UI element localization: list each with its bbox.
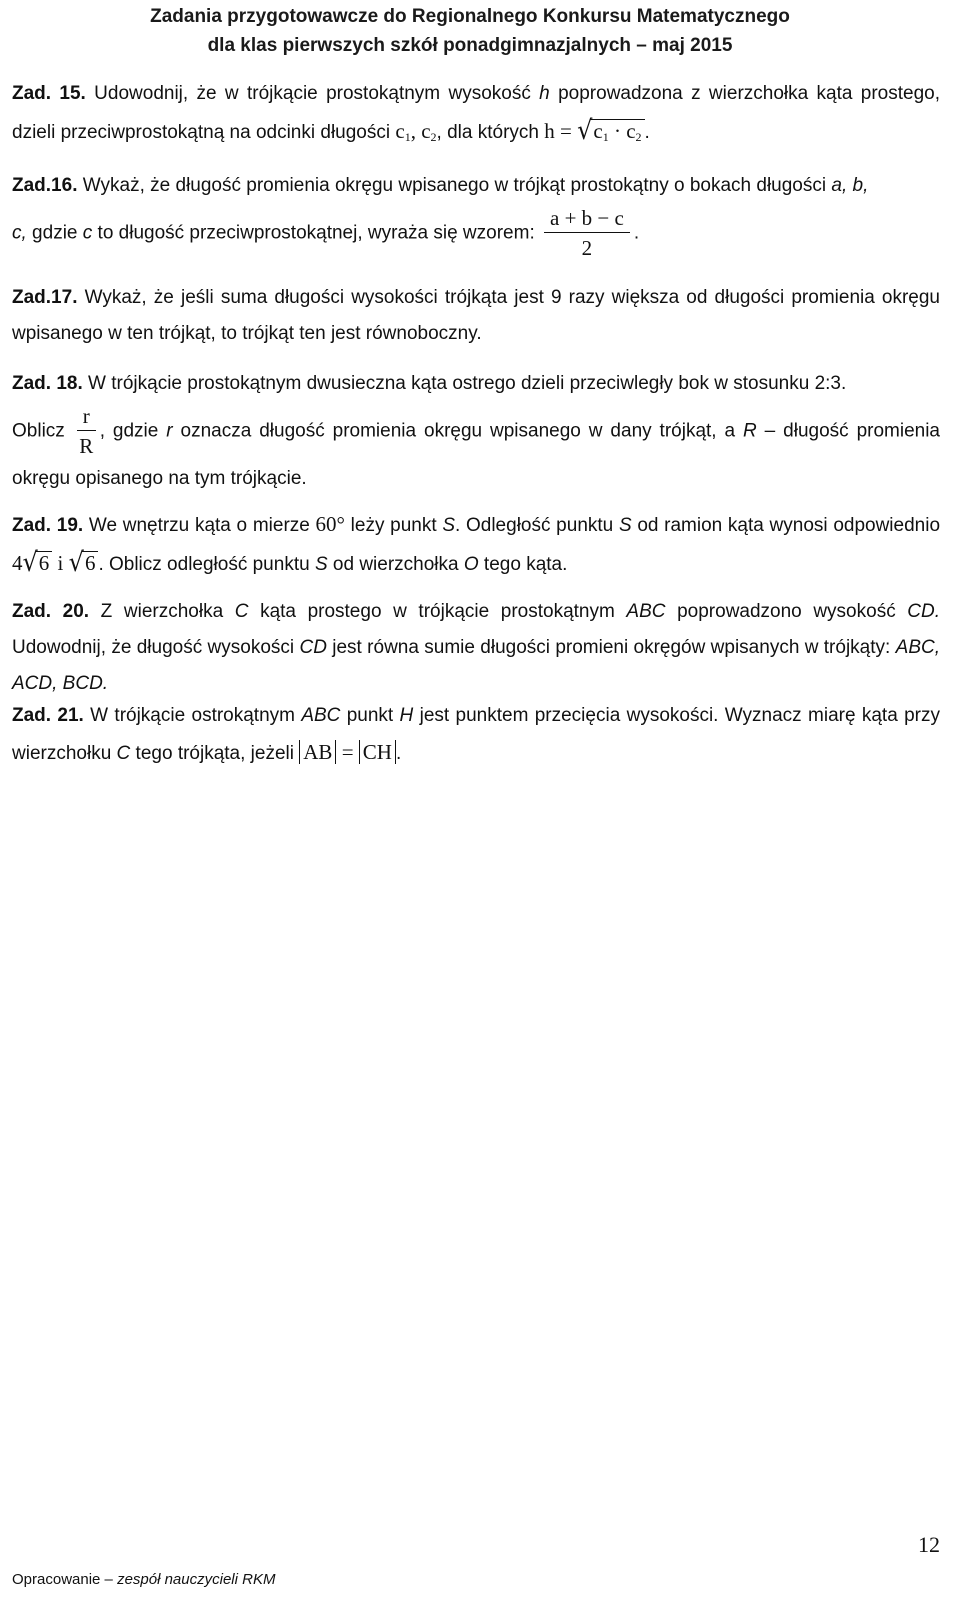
fraction-r-over-R: $\frac{r}{R}$ [77,402,96,461]
sqrt-6-second: √6 [69,544,99,581]
task-19-label: Zad. 19. [12,515,84,536]
footer-author: zespół nauczycieli RKM [117,1571,276,1588]
task-17: Zad.17. Wykaż, że jeśli suma długości wysokości trójkąta jest 9 razy większa od długości promienia okręgu wpisanego w ten trójkąt, to trójkąt ten jest równoboczny. [12,287,940,344]
task-20-label: Zad. 20. [12,601,90,622]
task-21: Zad. 21. W trójkącie ostrokątnym ABC punkt H jest punktem przecięcia wysokości. Wyznacz miarę kąta przy wierzchołku C tego trójkąta, jeżeli AB = CH . [12,705,941,764]
task-15-label: Zad. 15. [12,83,86,104]
task-15: Zad. 15. Udowodnij, że w trójkącie prostokątnym wysokość h poprowadzona z wierzchołka kąta prostego, dzieli przeciwprostokątną na odcinki długości $c_1$, $c_2$, dla których $h = √c_1 \cdot c_2$ . [12,76,940,155]
angle-60: 60° [315,512,345,536]
fraction-a-plus-b-minus-c-over-2: $\frac{a + b - c}{2}$ [544,204,630,263]
task-19: Zad. 19. We wnętrzu kąta o mierze 60° leży punkt S. Odległość punktu S od ramion kąta wynosi odpowiednio 4√6 i √6 . Oblicz odległość punktu S od wierzchołka O tego kąta. [12,506,940,583]
task-16: Zad.16. Wykaż, że długość promienia okręgu wpisanego w trójkąt prostokątny o bokach długości a, b, c, gdzie c to długość przeciwprostokątnej, wyraża się wzorem: $\frac{a + b - c}{2}$ . [12,168,940,263]
footer: Opracowanie – zespół nauczycieli RKM [12,1571,276,1588]
sqrt-c1c2: $√c_1 \cdot c_2$ [577,112,644,149]
task-18: Zad. 18. W trójkącie prostokątnym dwusieczna kąta ostrego dzieli przeciwległy bok w stosunku 2:3. Oblicz $\frac{r}{R}$ , gdzie r oznacza długość promienia okręgu wpisanego w dany trójkąt, a R – długość promienia okręgu opisanego na tym trójkącie. [12,373,940,489]
sqrt-6-first: √6 [23,544,53,581]
task-20: Zad. 20. Z wierzchołka C kąta prostego w trójkącie prostokątnym ABC poprowadzono wysokość CD. Udowodnij, że długość wysokości CD jest równa sumie długości promieni okręgów wpisanych w trójkąty: ABC, ACD, BCD. [12,601,941,694]
abs-CH: CH [359,740,396,764]
task-17-label: Zad.17. [12,287,78,308]
document-header [0,2,940,60]
header-line-1: Zadania przygotowawcze do Regionalnego Konkursu Matematycznego [150,6,790,27]
page-number: 12 [918,1532,940,1557]
c1-var: $c_1$, $c_2$ [395,119,437,144]
task-18-label: Zad. 18. [12,373,83,394]
task-16-label: Zad.16. [12,175,78,196]
header-line-2: dla klas pierwszych szkół ponadgimnazjalnych – maj 2015 [207,35,733,56]
task-21-label: Zad. 21. [12,705,84,726]
abs-AB: AB [299,740,336,764]
